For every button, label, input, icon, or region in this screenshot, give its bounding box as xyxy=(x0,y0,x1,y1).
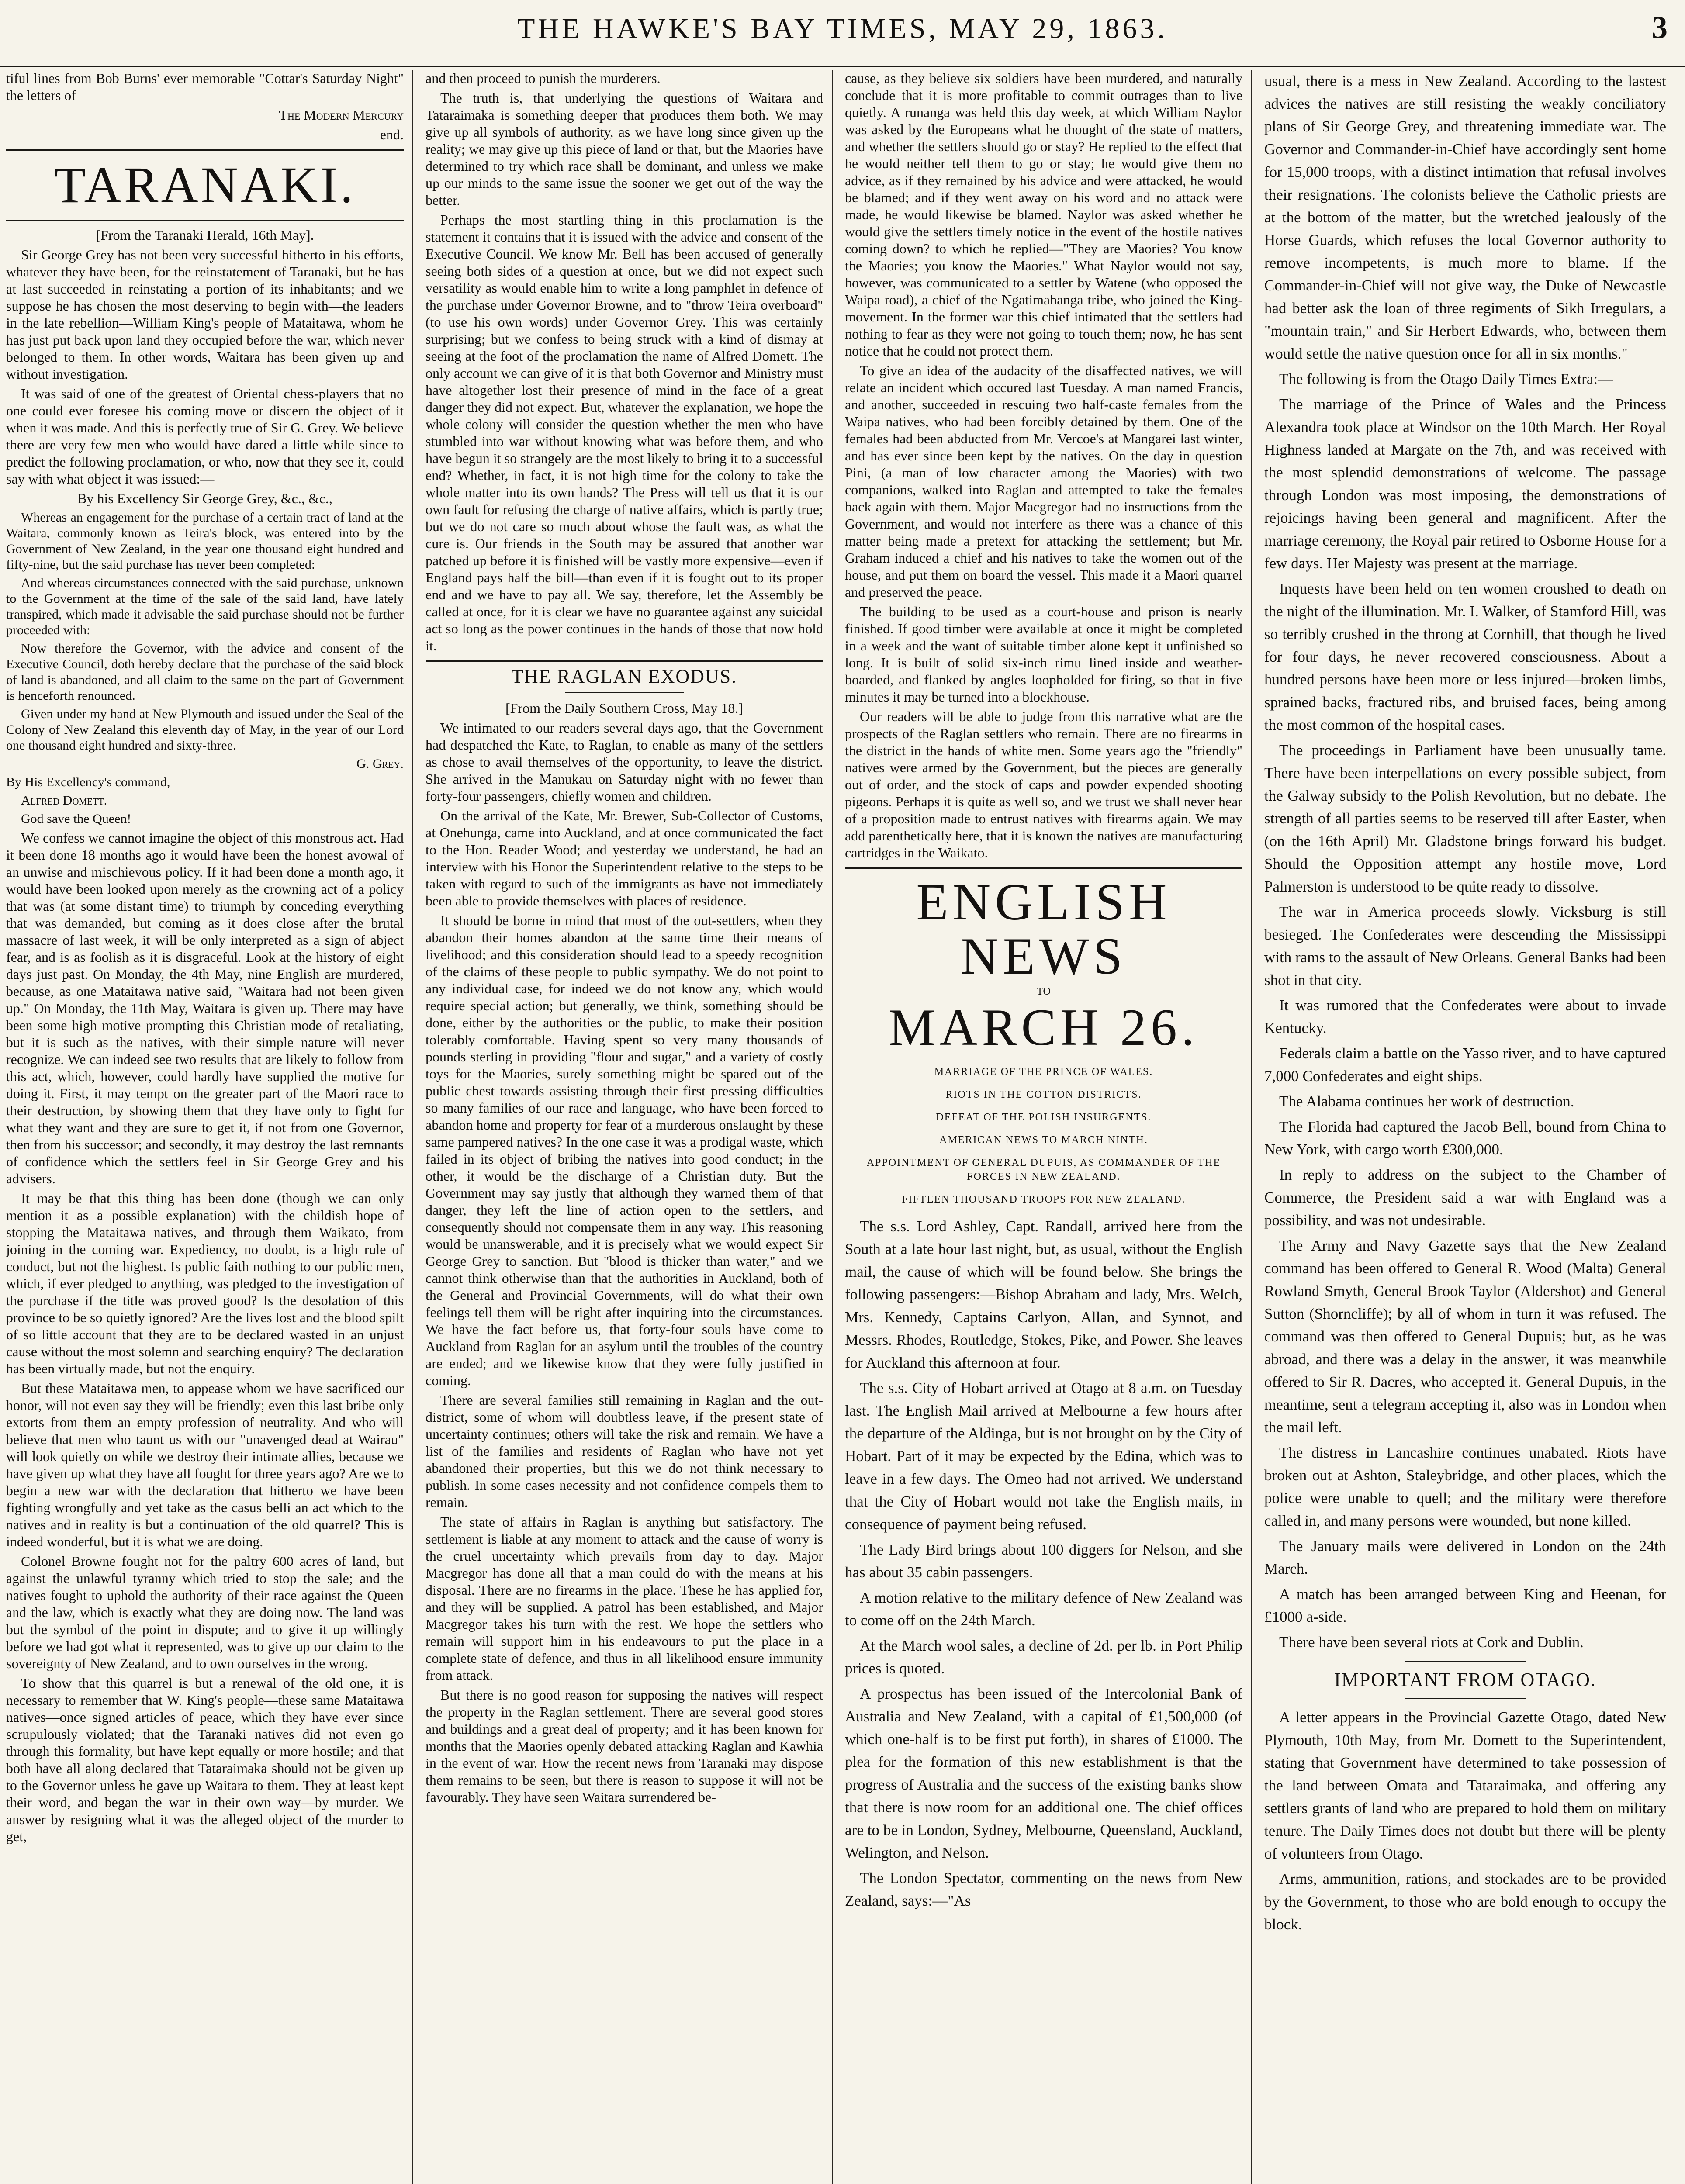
article-paragraph: usual, there is a mess in New Zealand. According to the lastest advices the natives are still resisting the weakly conciliatory plans of Sir George Grey, and threatening immediate war. The Governor and Commander-in-Chief have accordingly sent home for 15,000 troops, with a distinct intimation that refusal involves their resignations. The colonists believe the Catholic priests are at the bottom of the matter, but the wretched jealously of the Horse Guards, which refuses the local Governor authority to remove incompetents, is much more to blame. If the Commander-in-Chief will not give way, the Duke of Newcastle had better ask the loan of three regiments of Sikh Irregulars, a "mountain train," and Sir Herbert Edwards, who, between them would settle the native question once for all in six months." xyxy=(1264,73,1666,362)
article-paragraph: It was said of one of the greatest of Oriental chess-players that no one could ever foresee his coming move or discern the object of it when it was made. And this is perfectly true of Sir G. Grey. We believe there are very few men who would have dared a little while since to predict the following proclamation, or who, now that they see it, could say with what object it was issued:— xyxy=(6,386,404,487)
source-line: [From the Taranaki Herald, 16th May]. xyxy=(96,227,314,243)
article-paragraph: A motion relative to the military defence of New Zealand was to come off on the 24th March. xyxy=(845,1589,1242,1629)
article-paragraph: To show that this quarrel is but a renewal of the old one, it is necessary to remember that W. King's people—these same Mataitawa natives—once signed articles of peace, which they have ever since scrupulously violated; that the Taranaki natives did not even go through this formality, but have kept equally or more hostile; and that both have all along declared that Tataraimaka should not be given up to the Governor unless he gave up Waitara to them. They at least kept their word, and began the war in their own way—by murder. We answer by resigning what it was the alleged object of the murder to get, xyxy=(6,1675,404,1844)
article-paragraph: The following is from the Otago Daily Times Extra:— xyxy=(1279,370,1613,387)
proclamation-command: By His Excellency's command, xyxy=(6,775,170,789)
article-paragraph: Federals claim a battle on the Yasso river, and to have captured 7,000 Confederates and eight ships. xyxy=(1264,1045,1666,1085)
section-rule xyxy=(6,220,404,221)
article-paragraph: On the arrival of the Kate, Mr. Brewer, Sub-Collector of Customs, at Onehunga, came into Auckland, and at once communicated the fact to the Hon. Reader Wood; and yesterday we understand, he had an interview with his Honor the Superintendent relative to the steps to be taken with regard to such of the immigrants as have not immediately been able to provide themselves with places of residence. xyxy=(426,808,823,909)
article-paragraph: The state of affairs in Raglan is anything but satisfactory. The settlement is liable at any moment to attack and the cause of worry is the cruel uncertainty which prevails from day to day. Major Macgregor has done all that a man could do with the means at his disposal. There are no firearms in the place. These he has applied for, and they will be supplied. A patrol has been established, and Major Macgregor takes his turn with the rest. We hope the settlers who remain will support him in his endeavours to put the place in a complete state of defence, and thus in all likelihood ensure immunity from attack. xyxy=(426,1514,823,1683)
article-paragraph: At the March wool sales, a decline of 2d. per lb. in Port Philip prices is quoted. xyxy=(845,1637,1242,1677)
heading-raglan-exodus: THE RAGLAN EXODUS. xyxy=(511,666,737,687)
section-rule xyxy=(6,149,404,151)
section-rule xyxy=(845,867,1242,869)
proclamation-god-save: God save the Queen! xyxy=(21,812,131,826)
article-paragraph: The proceedings in Parliament have been unusually tame. There have been interpellations on every possible subject, from the Galway subsidy to the Polish Revolution, but no debate. The strength of all parties seems to be reserved till after Easter, when (on the 16th April) Mr. Gladstone brings forward his budget. Should the Opposition attempt any hostile move, Lord Palmerston is understood to be quite ready to dissolve. xyxy=(1264,742,1666,895)
article-paragraph: It was rumored that the Confederates were about to invade Kentucky. xyxy=(1264,997,1666,1037)
intro-signature: The Modern Mercury xyxy=(279,107,404,123)
proclamation-paragraph: Now therefore the Governor, with the advice and consent of the Executive Council, doth hereby declare that the purchase of the said block of land is abandoned, and all claim to the same on the part of Government is henceforth renounced. xyxy=(6,641,404,703)
article-paragraph: Colonel Browne fought not for the paltry 600 acres of land, but against the unlawful tyranny which tried to stop the sale; and the natives fought to uphold the authority of their race against the Queen and the law, which is exactly what they are doing now. The land was but the symbol of the point in dispute; and to give it up willingly before we had got what it represented, was to give up our claim to the sovereignty of New Zealand, and to own ourselves in the wrong. xyxy=(6,1553,404,1671)
article-paragraph: The s.s. City of Hobart arrived at Otago at 8 a.m. on Tuesday last. The English Mail arrived at Melbourne a few hours after the departure of the Aldinga, but is not brought on by the City of Hobart. Part of it may be expected by the Edina, which was to leave in a few days. The Omeo had not arrived. We understand that the City of Hobart would not take the English mails, in consequence of payment being refused. xyxy=(845,1379,1242,1533)
section-rule xyxy=(565,692,684,693)
section-rule xyxy=(1405,1661,1526,1662)
article-paragraph: Arms, ammunition, rations, and stockades are to be provided by the Government, to those who are bold enough to occupy the block. xyxy=(1264,1870,1666,1933)
proclamation-header: By his Excellency Sir George Grey, &c., &c., xyxy=(77,491,332,506)
news-subhead: RIOTS IN THE COTTON DISTRICTS. xyxy=(945,1089,1142,1100)
page-number: 3 xyxy=(1652,10,1668,45)
page-columns xyxy=(0,70,1685,2184)
column-4 xyxy=(1264,70,1666,2184)
source-line: [From the Daily Southern Cross, May 18.] xyxy=(505,700,743,716)
news-subhead: FIFTEEN THOUSAND TROOPS FOR NEW ZEALAND. xyxy=(902,1194,1186,1205)
article-paragraph: We confess we cannot imagine the object of this monstrous act. Had it been done 18 months ago it would have been the honest avowal of an unwise and mischievous policy. If it had been done a month ago, it would have been looked upon merely as the crowning act of a policy that was (at some distant time) to triumph by conceding everything that was demanded, but coming as it does close after the brutal massacre of last week, it will be only interpreted as a sign of abject fear, and is as foolish as it is disgraceful. Look at the history of eight days just past. On Monday, the 4th May, nine English are murdered, because, as one Mataitawa native said, "Waitara had not been given up." On Monday, the 11th May, Waitara is given up. There may have been some high motive prompting this Christian mode of retaliating, but it is such as the natives, with their simple nature will never recognize. We can indeed see two results that are likely to follow from this act, which, however, could hardly have supplied the motive for doing it. First, it may tempt on the greater part of the Maori race to their destruction, by showing them that they have only to fight for what they want and they are sure to get it, if not from one Governor, then from his successor; and secondly, it may destroy the last remnants of confidence which the settlers feel in Sir George Grey and his advisers. xyxy=(6,830,404,1186)
english-news-body xyxy=(845,1215,1242,1912)
newspaper-title: THE HAWKE'S BAY TIMES, MAY 29, 1863. xyxy=(517,13,1168,45)
section-rule xyxy=(426,660,823,662)
article-paragraph: The Florida had captured the Jacob Bell, bound from China to New York, with cargo worth £300,000. xyxy=(1264,1118,1666,1158)
article-paragraph: It may be that this thing has been done (though we can only mention it as a possible explanation) with the childish hope of stopping the Mataitawa natives, and through them Waikato, from joining in the coming war. Expediency, no doubt, is a high rule of conduct, but not the highest. Is public faith nothing to our public men, which, if ever pledged to anything, was pledged to the investigation of the purchase if the title was proved good? Is the desolation of this province to be so quietly ignored? Are the lives lost and the blood spilt of so little account that they are to be declared wasted in an unjust cause without the most solemn and searching enquiry? The declaration has been virtually made, but not the enquiry. xyxy=(6,1190,404,1376)
article-paragraph: It should be borne in mind that most of the out-settlers, when they abandon their homes abandon at the same time their means of livelihood; and this consideration should lead to a speedy recognition of the claims of these people to public sympathy. We do not point to any individual case, for indeed we do not know any, which would require special action; but generally, we think, something should be done, either by the authorities or the public, to make their position tolerably comfortable. Having spent so very many thousands of pounds sterling in providing "flour and sugar," and a variety of costly toys for the Maories, surely something might be spared out of the public chest towards assisting through their first pressing difficulties so many families of our race and language, who have been forced to abandon home and property for fear of a murderous onslaught by these same pampered natives? In the one case it was a prodigal waste, which failed in its object of bribing the natives into good conduct; in the other, it would be the discharge of a Christian duty. But the Government may say justly that although they warned them of that danger, they left the line of action open to the settlers, and consequently should not compensate them in any way. This reasoning would be unanswerable, and it is precisely what we would expect Sir George Grey to sanction. But "blood is thicker than water," and we cannot think otherwise than that the authorities in Auckland, both of the General and Provincial Governments, will do what their own feelings tell them will be right after inquiring into the circumstances. We have the fact before us, that forty-four souls have come to Auckland from Raglan for an asylum until the troubles of the country are ended; and we likewise know that they were fully justified in coming. xyxy=(426,912,823,1388)
intro-line: tiful lines from Bob Burns' ever memorable "Cottar's Saturday Night" the letters of xyxy=(6,70,404,103)
article-paragraph: To give an idea of the audacity of the disaffected natives, we will relate an incident which occured last Tuesday. A man named Francis, and another, succeeded in rescuing two half-caste females from the Waipa natives, who had been forcibly detained by them. One of the females had been abducted from Mr. Vercoe's at Mangarei last winter, and has ever since been kept by the natives. On the day in question Pini, (a man of low character among the Maories) with two companions, walked into Raglan and attempted to take the females back again with them. Major Macgregor had no instructions from the Government, and would not interfere as there was a chance of this matter being made a pretext for attacking the settlement; but Mr. Graham induced a chief and his natives to take the women out of the house, and put them on board the vessel. This made it a Maori quarrel and preserved the peace. xyxy=(845,363,1242,600)
news-subhead: MARRIAGE OF THE PRINCE OF WALES. xyxy=(934,1066,1153,1078)
news-subhead: APPOINTMENT OF GENERAL DUPUIS, AS COMMANDER OF THE FORCES IN NEW ZEALAND. xyxy=(866,1157,1221,1182)
english-news-heading: ENGLISH NEWS xyxy=(916,873,1171,985)
article-paragraph: The London Spectator, commenting on the news from New Zealand, says:—"As xyxy=(845,1870,1242,1909)
proclamation-paragraph: Whereas an engagement for the purchase of a certain tract of land at the Waitara, commonly known as Teira's block, was entered into by the Government of New Zealand, in the year one thousand eight hundred and fifty-nine, but the said purchase has never been completed: xyxy=(6,510,404,572)
article-paragraph: The January mails were delivered in London on the 24th March. xyxy=(1264,1538,1666,1577)
article-paragraph: But there is no good reason for supposing the natives will respect the property in the Raglan settlement. There are several good stores and buildings and a great deal of property; and it has been known for months that the Maories openly debated attacking Raglan and Kawhia in the event of war. How the recent news from Taranaki may dispose them remains to be seen, but there is reason to suppose it will not be favourably. They have seen Waitara surrendered be- xyxy=(426,1687,823,1805)
column-1 xyxy=(6,70,404,2184)
proclamation xyxy=(6,510,404,827)
section-rule xyxy=(1405,1698,1526,1699)
column-3 xyxy=(845,70,1242,2184)
article-paragraph: The marriage of the Prince of Wales and the Princess Alexandra took place at Windsor on the 10th March. Her Royal Highness landed at Margate on the 7th, and was received with the most splendid demonstrations of welcome. The passage through London was most imposing, the demonstrations of rejoicings having been general and magnificent. After the marriage ceremony, the Royal pair retired to Osborne House for a few days. Her Majesty was present at the marriage. xyxy=(1264,396,1666,572)
article-paragraph: The building to be used as a court-house and prison is nearly finished. If good timber were available at once it might be completed in a week and the want of suitable timber alone kept it unfinished so long. It is built of solid six-inch rimu lined inside and weather-boarded, and flanked by angles loopholded for firing, so that in five minutes it may be turned into a blockhouse. xyxy=(845,604,1242,705)
english-news-date: MARCH 26. xyxy=(888,998,1199,1056)
column-2 xyxy=(426,70,823,2184)
news-subhead: DEFEAT OF THE POLISH INSURGENTS. xyxy=(936,1112,1152,1123)
article-paragraph: The truth is, that underlying the questions of Waitara and Tataraimaka is something deeper that produces them both. We may give up all symbols of authority, as we have long since given up the reality; we may give up this piece of land or that, but the Maories have determined to try which race shall be dominant, and unless we make up our minds to the same issue the sooner we get out of the way the better. xyxy=(426,90,823,208)
proclamation-minister: Alfred Domett. xyxy=(21,793,107,808)
article-paragraph: Our readers will be able to judge from this narrative what are the prospects of the Raglan settlers who remain. There are no firearms in the district in the hands of white men. Some years ago the "friendly" natives were armed by the Government, but the pieces are generally out of order, and the stock of caps and powder expended shooting pigeons. Perhaps it is quite as well so, and we trust we shall never hear of a proposition made to entrust natives with firearms again. We may add parenthetically here, that it is known the natives are manufacturing cartridges in the Waikato. xyxy=(845,708,1242,860)
article-paragraph: A letter appears in the Provincial Gazette Otago, dated New Plymouth, 10th May, from Mr. Domett to the Superintendent, stating that Government have determined to take possession of the land between Omata and Tataraimaka, and offering any settlers grants of land who are prepared to hold them on military tenure. The Daily Times does not doubt but there will be plenty of volunteers from Otago. xyxy=(1264,1709,1666,1862)
intro-end: end. xyxy=(380,127,404,142)
article-paragraph: The war in America proceeds slowly. Vicksburg is still besieged. The Confederates were descending the Mississippi with rams to the assault of New Orleans. General Banks had been shot in that city. xyxy=(1264,903,1666,988)
article-paragraph: The Lady Bird brings about 100 diggers for Nelson, and she has about 35 cabin passengers. xyxy=(845,1541,1242,1581)
proclamation-signature: G. Grey. xyxy=(356,757,404,771)
article-paragraph: But these Mataitawa men, to appease whom we have sacrificed our honor, will not even say they will be friendly; even this last bribe only extorts from them an empty profession of neutrality. And who will believe that men who taunt us with our "unavenged dead at Wairau" will look quietly on while we destroy their intimate allies, because we have given up what they have all fought for three years ago? Are we to begin a new war with the declaration that hitherto we have been fighting wrongfully and yet take as the casus belli an act which to the natives and in reality is but a continuation of the old quarrel? This is indeed wonderful, but it is what we are doing. xyxy=(6,1380,404,1549)
article-paragraph: Sir George Grey has not been very successful hitherto in his efforts, whatever they have been, for the reinstatement of Taranaki, but he has at last succeeded in reinstating a portion of its inhabitants; and we suppose he has chosen the most deserving to begin with—the leaders in the late rebellion—William King's people of Mataitawa, whom he has just put back upon land they occupied before the war, which never belonged to them. In other words, Waitara has been given up and without investigation. xyxy=(6,247,404,382)
article-paragraph: Perhaps the most startling thing in this proclamation is the statement it contains that it is issued with the advice and consent of the Executive Council. We know Mr. Bell has been accused of generally seeing both sides of a question at once, but we did not expect such versatility as would enable him to write a long pamphlet in defence of the purchase under Governor Browne, and to "throw Teira overboard" (to use his own words) under Governor Grey. This was certainly surprising; but we confess to being struck with a kind of dismay at seeing at the foot of the proclamation the name of Alfred Domett. The only account we can give of it is that both Governor and Ministry must have altogether lost their presence of mind in the face of a great danger they did not expect. But, whatever the explanation, we hope the whole colony will consider the question whether the men who have stumbled into war without knowing what was before them, and who have begun it so strangely are the most likely to bring it to a successful end? Whether, in fact, it is not high time for the colony to take the whole matter into its own hands? The Press will tell us that it is our own fault for refusing the charge of native affairs, which is partly true; but we do not care so much about whose the fault was, as what the cure is. Our friends in the South may be assured that another war patched up before it is finished will be vastly more expensive—even if England pays half the bill—than even if it is fought out to its proper end and we have to pay all. We say, therefore, let the Assembly be called at once, for it is clear we have no guarantee against any suicidal act so long as the power continues in the hands of those that now hold it. xyxy=(426,212,823,653)
proclamation-paragraph: Given under my hand at New Plymouth and issued under the Seal of the Colony of New Zealand this eleventh day of May, in the year of our Lord one thousand eight hundred and sixty-three. xyxy=(6,707,404,753)
article-paragraph: We intimated to our readers several days ago, that the Government had despatched the Kate, to Raglan, to enable as many of the settlers as chose to avail themselves of the opportunity, to leave the district. She arrived in the Manukau on Saturday night with no fewer than forty-four passengers, chiefly women and children. xyxy=(426,720,823,804)
article-paragraph: Inquests have been held on ten women croushed to death on the night of the illumination. Mr. I. Walker, of Stamford Hill, was so terribly crushed in the throng at Cornhill, that though he lived for four days, he never recovered consciousness. About a hundred persons have been more or less injured—broken limbs, sprained backs, fractured ribs, and bruised faces, being among the most common of the hospital cases. xyxy=(1264,580,1666,733)
article-paragraph: In reply to address on the subject to the Chamber of Commerce, the President said a war with England was a possibility, and was not undesirable. xyxy=(1264,1166,1666,1229)
article-paragraph: There have been several riots at Cork and Dublin. xyxy=(1279,1634,1584,1651)
masthead xyxy=(0,0,1685,67)
heading-important-from-otago: IMPORTANT FROM OTAGO. xyxy=(1334,1669,1596,1690)
article-paragraph: There are several families still remaining in Raglan and the out-district, some of whom will doubtless leave, if the present state of uncertainty continues; others will take the risk and remain. We have a list of the families and residents of Raglan who have not yet abandoned their properties, but this we do not think necessary to publish. In some cases necessity and not confidence compels them to remain. xyxy=(426,1392,823,1510)
news-subhead: AMERICAN NEWS TO MARCH NINTH. xyxy=(939,1134,1148,1146)
proclamation-paragraph: And whereas circumstances connected with the said purchase, unknown to the Government at the time of the sale of the said land, have lately transpired, which made it advisable the said purchase should not be further proceeded with: xyxy=(6,576,404,637)
article-paragraph: A match has been arranged between King and Heenan, for £1000 a-side. xyxy=(1264,1586,1666,1625)
article-paragraph: The Alabama continues her work of destruction. xyxy=(1279,1093,1574,1110)
heading-taranaki: TARANAKI. xyxy=(54,156,356,214)
article-paragraph: A prospectus has been issued of the Intercolonial Bank of Australia and New Zealand, with a capital of £1,500,000 (of which one-half is to be first put forth), in shares of £1000. The plea for the formation of this new establishment is that the progress of Australia and the success of the existing banks show that there is now room for an additional one. The chief offices are to be in London, Sydney, Melbourne, Queensland, Auckland, Welington, and Nelson. xyxy=(845,1685,1242,1861)
english-news-to: TO xyxy=(1037,986,1051,997)
article-paragraph: cause, as they believe six soldiers have been murdered, and naturally conclude that it is more profitable to commit outrages than to live quietly. A runanga was held this day week, at which William Naylor was asked by the Europeans what he thought of the state of matters, and whether the settlers should go or stay? He replied to the effect that he would neither tell them to go or stay; he would give them no advice, as if they remained by his advice and were attacked, he would be blamed; and if they went away on his word and no attack were made, he would likewise be blamed. Naylor was asked whether he would give the settlers timely notice in the event of the hostile natives coming down? to which he replied—"They are Maories? You know the Maories; you know the Maories." What Naylor would not say, however, was communicated to a settler by Watene (who opposed the Waipa road), a chief of the Ngatimahanga tribe, who joined the King-movement. In the former war this chief intimated that the settlers had nothing to fear as they were not going to touch them; now, he has sent notice that he could not protect them. xyxy=(845,70,1242,359)
article-paragraph: The distress in Lancashire continues unabated. Riots have broken out at Ashton, Staleybridge, and other places, which the police were unable to quell; and the military were therefore called in, and many persons were wounded, but none killed. xyxy=(1264,1444,1666,1529)
article-paragraph: and then proceed to punish the murderers. xyxy=(426,70,661,86)
article-paragraph: The Army and Navy Gazette says that the New Zealand command has been offered to General R. Wood (Malta) General Rowland Smyth, General Brook Taylor (Aldershot) and General Sutton (Shorncliffe); by all of whom in turn it was refused. The command was then offered to General Dupuis; but, as he was abroad, and there was a delay in the answer, it was meanwhile offered to Sir R. Dacres, who accepted it. General Dupuis, in the meantime, sent a telegram accepting it, also was in London when the mail left. xyxy=(1264,1237,1666,1436)
article-paragraph: The s.s. Lord Ashley, Capt. Randall, arrived here from the South at a late hour last night, but, as usual, without the English mail, the cause of which will be found below. She brings the following passengers:—Bishop Abraham and lady, Mrs. Welch, Mrs. Kennedy, Captains Carlyon, Allan, and Synnot, and Messrs. Rhodes, Routledge, Stokes, Pike, and Power. She leaves for Auckland this afternoon at four. xyxy=(845,1218,1242,1371)
